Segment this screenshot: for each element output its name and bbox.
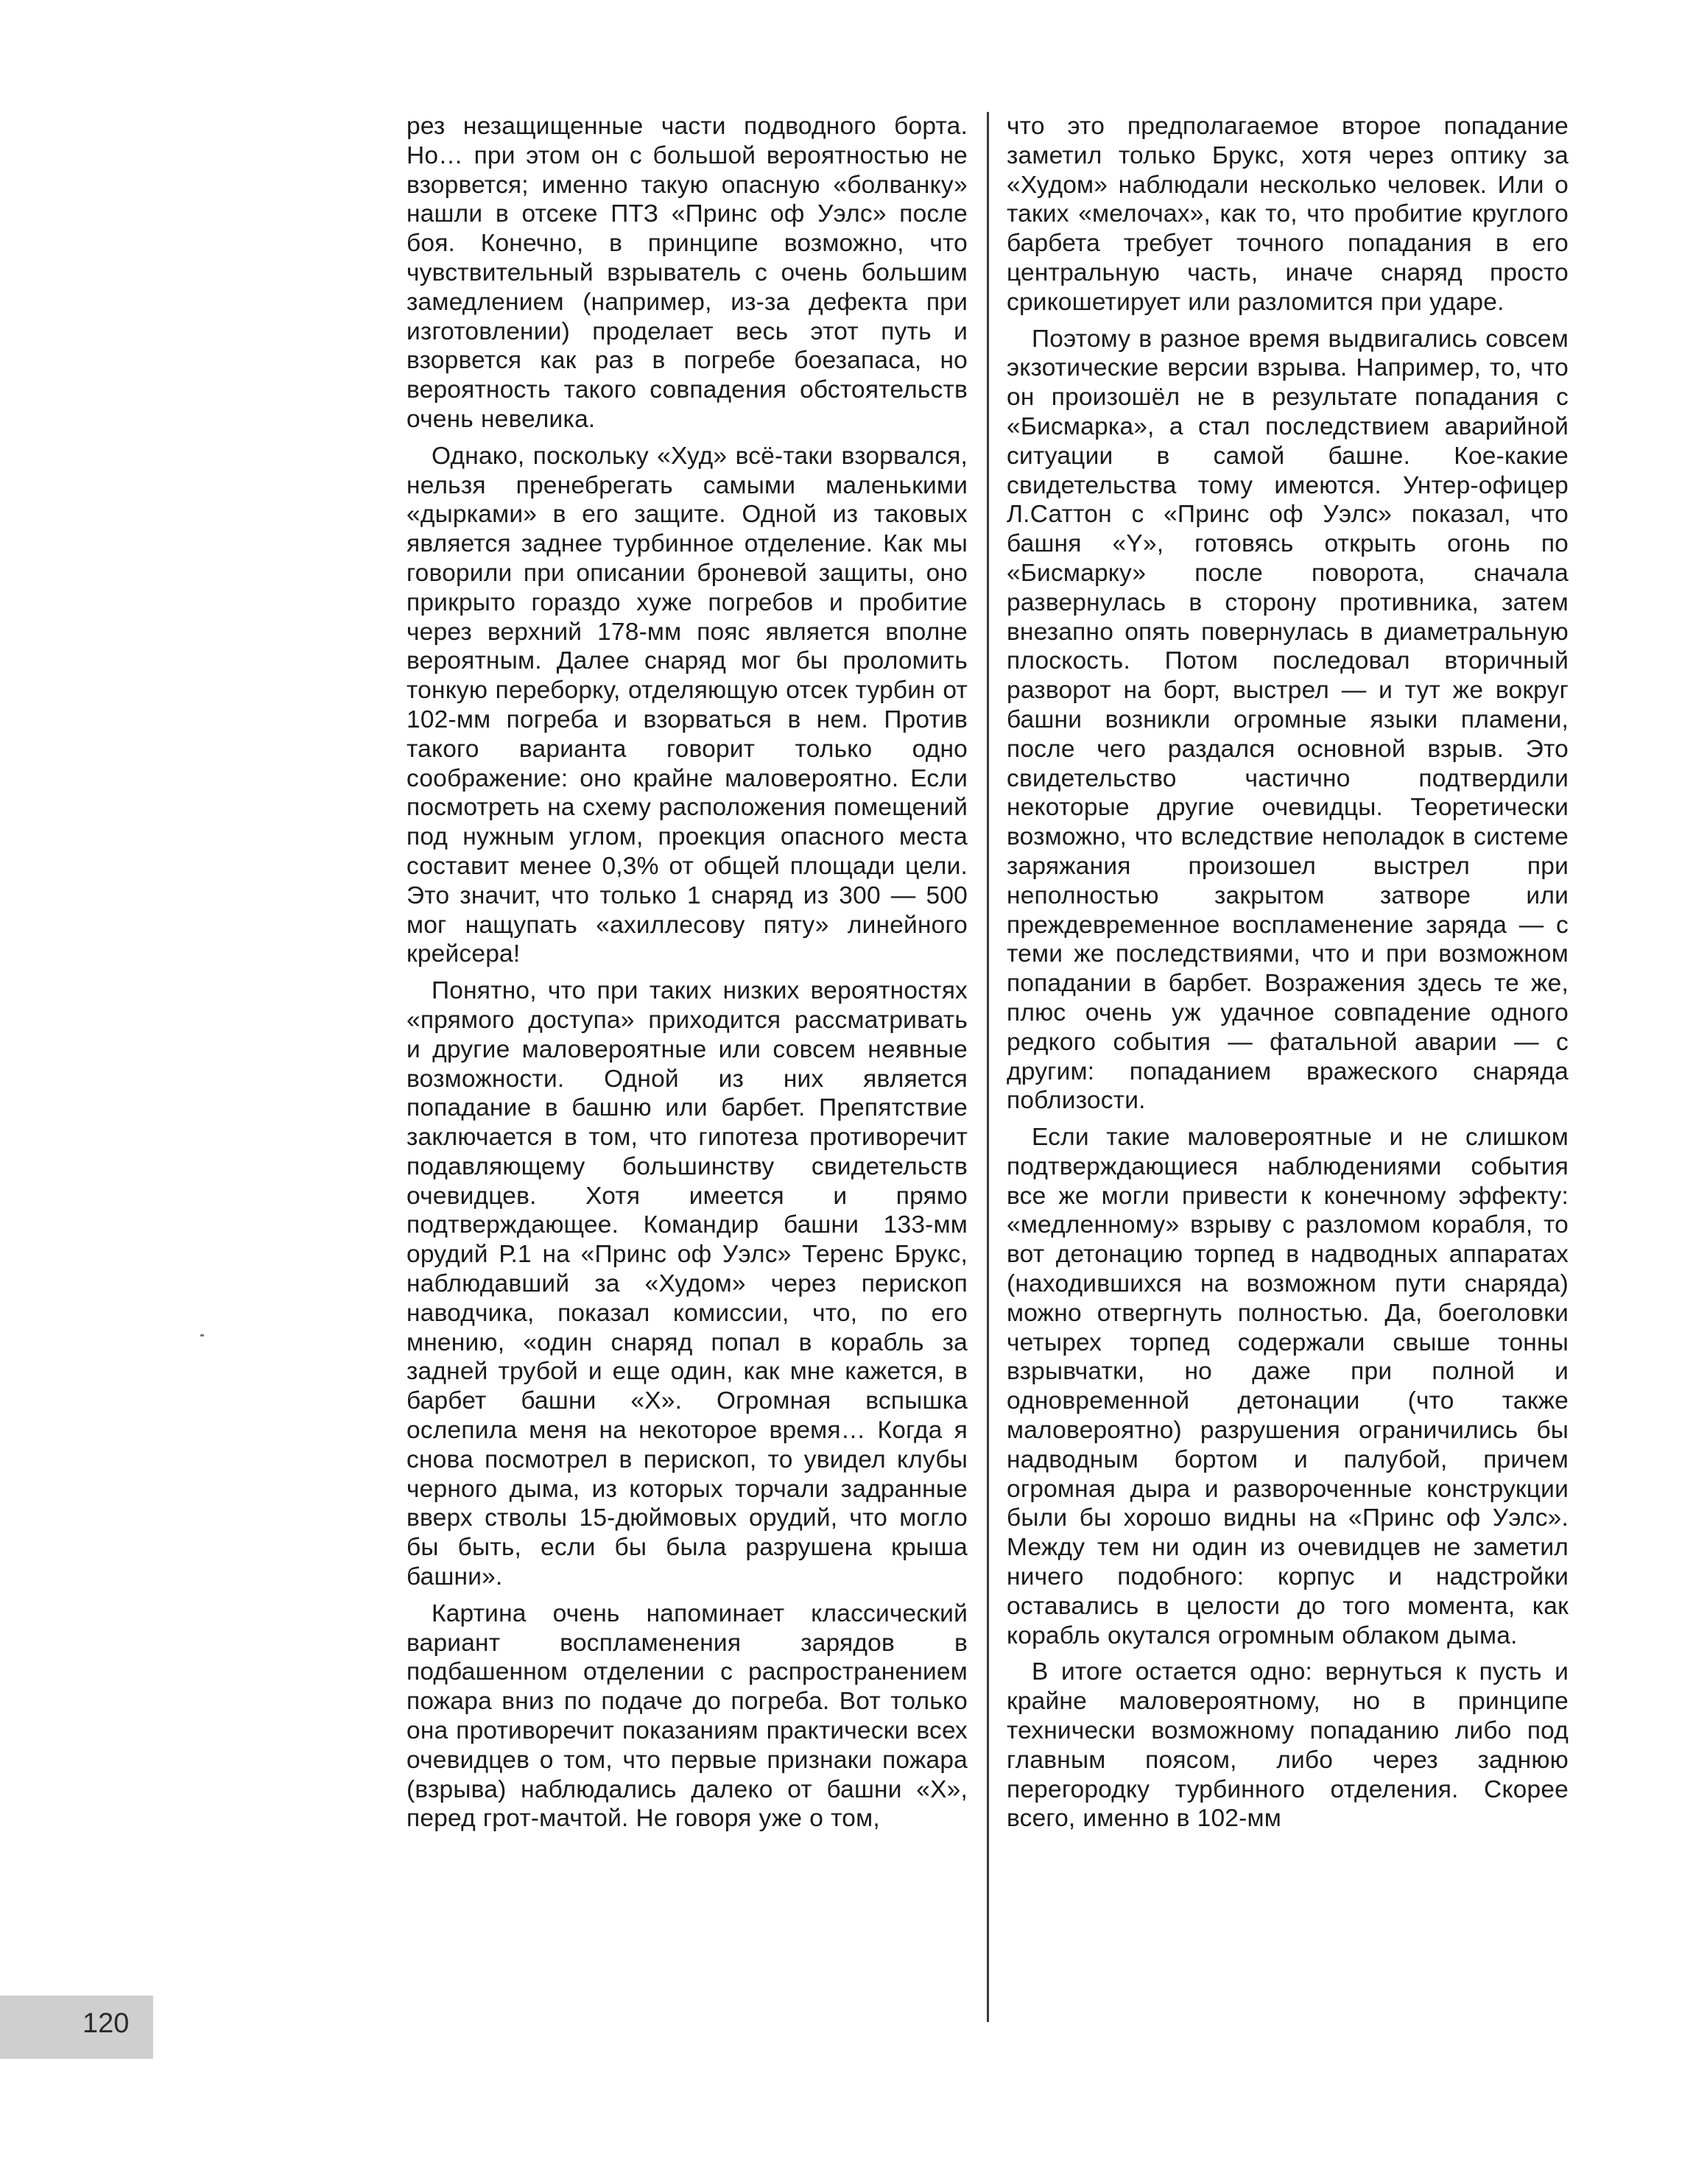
paragraph: Если такие маловероятные и не слишком подтверждающиеся наблюдениями события все же могли привести к конечному эффекту: «медленному» взрыву с разломом корабля, то вот детонацию торпед в надводных аппаратах (находившихся на возможном пути снаряда) можно отвергнуть полностью. Да, боеголовки четырех торпед содержали свыше тонны взрывчатки, но даже при полной и одновременной детонации (что также маловероятно) разрушения ограничились бы надводным бортом и палубой, причем огромная дыра и развороченные конструкции были бы хорошо видны на «Принс оф Уэлс». Между тем ни один из очевидцев не заметил ничего подобного: корпус и надстройки оставались в целости до того момента, как корабль окутался огромным облаком дыма. bbox=[1007, 1124, 1569, 1649]
paragraph: В итоге остается одно: вернуться к пусть и крайне маловероятному, но в принципе технически возможному попаданию либо под главным поясом, либо через заднюю перегородку турбинного отделения. Скорее всего, именно в 102-мм bbox=[1007, 1658, 1569, 1833]
paragraph: Картина очень напоминает классический вариант воспламенения зарядов в подбашенном отделении с распространением пожара вниз по подаче до погреба. Вот только она противоречит показаниям практически всех очевидцев о том, что первые признаки пожара (взрыва) наблюдались далеко от башни «Х», перед грот-мачтой. Не говоря уже о том, bbox=[406, 1599, 968, 1833]
paragraph: рез незащищенные части подводного борта. Но… при этом он с большой вероятностью не взорвется; именно такую опасную «болванку» нашли в отсеке ПТЗ «Принс оф Уэлс» после боя. Конечно, в принципе возможно, что чувствительный взрыватель с очень большим замедлением (например, из-за дефекта при изготовлении) проделает весь этот путь и взорвется как раз в погребе боезапаса, но вероятность такого совпадения обстоятельств очень невелика. bbox=[406, 113, 968, 433]
left-text-column bbox=[406, 112, 968, 1833]
right-text-column bbox=[1007, 112, 1569, 1833]
scan-speck bbox=[200, 1334, 204, 1336]
page-number-tab bbox=[0, 1995, 153, 2059]
column-divider bbox=[987, 112, 989, 2022]
page-number: 120 bbox=[82, 2008, 130, 2039]
paragraph: что это предполагаемое второе попадание заметил только Брукс, хотя через оптику за «Худом» наблюдали несколько человек. Или о таких «мелочах», как то, что пробитие круглого барбета требует точного попадания в его центральную часть, иначе снаряд просто срикошетирует или разломится при ударе. bbox=[1007, 113, 1569, 316]
paragraph: Понятно, что при таких низких вероятностях «прямого доступа» приходится рассматривать и другие маловероятные или совсем неявные возможности. Одной из них является попадание в башню или барбет. Препятствие заключается в том, что гипотеза противоречит подавляющему большинству свидетельств очевидцев. Хотя имеется и прямо подтверждающее. Командир башни 133-мм орудий Р.1 на «Принс оф Уэлс» Теренс Брукс, наблюдавший за «Худом» через перископ наводчика, показал комиссии, что, по его мнению, «один снаряд попал в корабль за задней трубой и еще один, как мне кажется, в барбет башни «Х». Огромная вспышка ослепила меня на некоторое время… Когда я снова посмотрел в перископ, то увидел клубы черного дыма, из которых торчали задранные вверх стволы 15-дюймовых орудий, что могло бы быть, если бы была разрушена крыша башни». bbox=[406, 977, 968, 1591]
paragraph: Поэтому в разное время выдвигались совсем экзотические версии взрыва. Например, то, что он произошёл не в результате попадания с «Бисмарка», а стал последствием аварийной ситуации в самой башне. Кое-какие свидетельства тому имеются. Унтер-офицер Л.Саттон с «Принс оф Уэлс» показал, что башня «Y», готовясь открыть огонь по «Бисмарку» после поворота, сначала развернулась в сторону противника, затем внезапно опять повернулась в диаметральную плоскость. Потом последовал вторичный разворот на борт, выстрел — и тут же вокруг башни возникли огромные языки пламени, после чего раздался основной взрыв. Это свидетельство частично подтвердили некоторые другие очевидцы. Теоретически возможно, что вследствие неполадок в системе заряжания произошел выстрел при неполностью закрытом затворе или преждевременное воспламенение заряда — с теми же последствиями, что и при возможном попадании в барбет. Возражения здесь те же, плюс очень уж удачное совпадение одного редкого события — фатальной аварии — с другим: попаданием вражеского снаряда поблизости. bbox=[1007, 325, 1569, 1115]
paragraph: Однако, поскольку «Худ» всё-таки взорвался, нельзя пренебрегать самыми маленькими «дырками» в его защите. Одной из таковых является заднее турбинное отделение. Как мы говорили при описании броневой защиты, оно прикрыто гораздо хуже погребов и пробитие через верхний 178-мм пояс является вполне вероятным. Далее снаряд мог бы проломить тонкую переборку, отделяющую отсек турбин от 102-мм погреба и взорваться в нем. Против такого варианта говорит только одно соображение: оно крайне маловероятно. Если посмотреть на схему расположения помещений под нужным углом, проекция опасного места составит менее 0,3% от общей площади цели. Это значит, что только 1 снаряд из 300 — 500 мог нащупать «ахиллесову пяту» линейного крейсера! bbox=[406, 442, 968, 968]
